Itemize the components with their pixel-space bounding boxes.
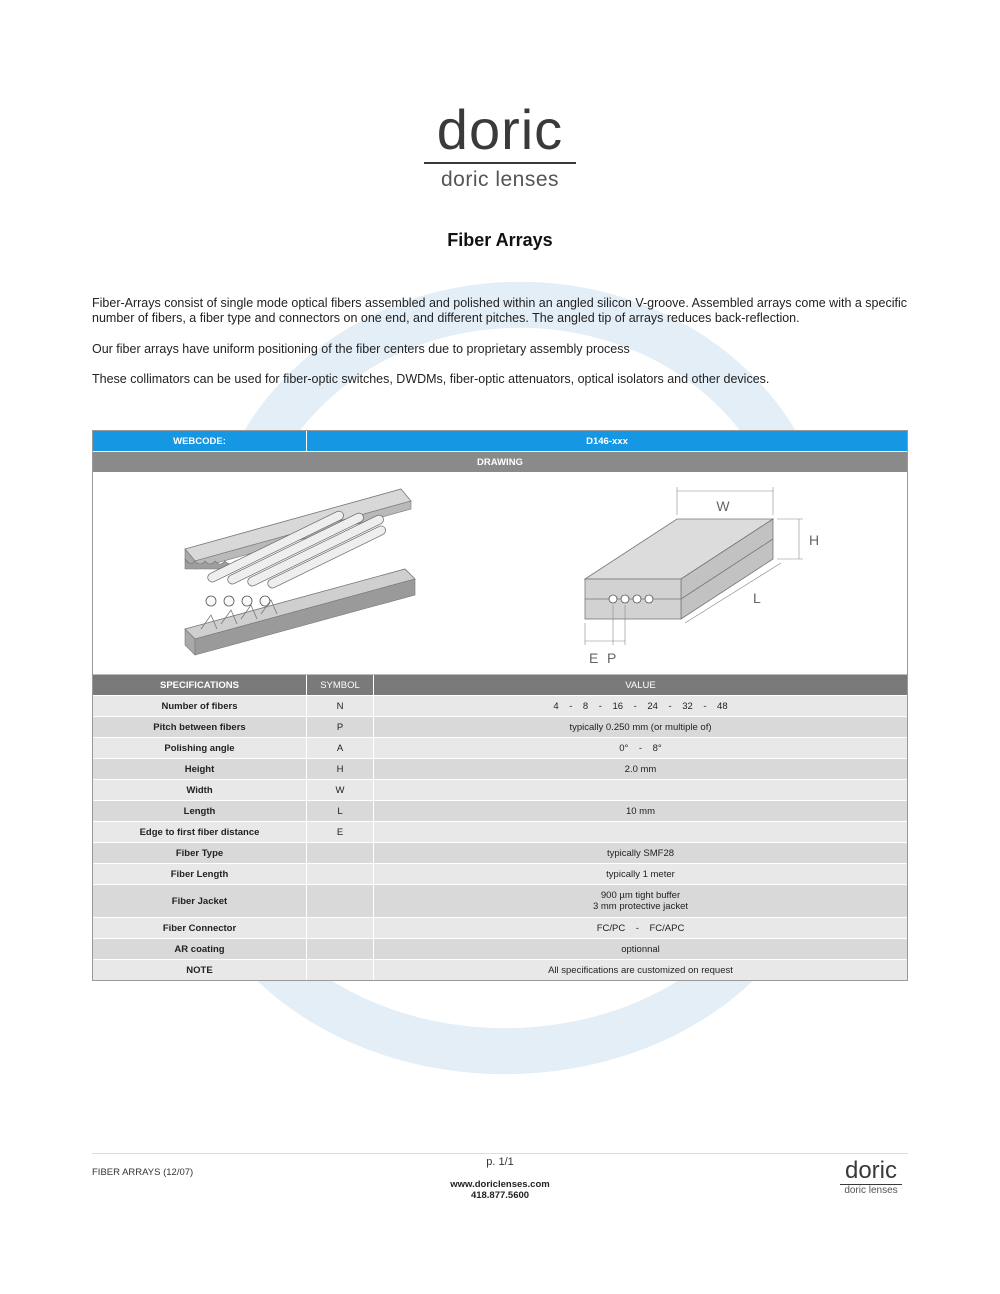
spec-name: Height <box>184 763 215 775</box>
spec-value <box>373 822 907 842</box>
webcode-row <box>93 431 907 452</box>
table-row <box>93 717 907 738</box>
spec-value: 10 mm <box>373 801 907 821</box>
spec-value-line: 900 µm tight buffer <box>600 890 681 901</box>
dim-label-e: E <box>589 650 599 666</box>
spec-name: Fiber Connector <box>162 922 237 934</box>
dimension-drawing <box>573 479 833 669</box>
description-paragraph-1: Fiber-Arrays consist of single mode optical fibers assembled and polished within an angled silicon V-groove. Assembled arrays come with a specific number of fibers, a fiber type and connectors on one end, and different pitches. The angled tip of arrays reduces back-reflection. <box>92 296 907 325</box>
header-symbol: SYMBOL <box>306 675 373 695</box>
table-row <box>93 738 907 759</box>
spec-value: typically 0.250 mm (or multiple of) <box>373 717 907 737</box>
table-row <box>93 780 907 801</box>
header-specifications: SPECIFICATIONS <box>160 679 239 691</box>
dim-label-p: P <box>607 650 617 666</box>
table-row <box>93 759 907 780</box>
spec-name: Polishing angle <box>164 742 235 754</box>
spec-name: Number of fibers <box>161 700 238 712</box>
webcode-value: D146-xxx <box>306 431 907 451</box>
spec-value-line: 3 mm protective jacket <box>592 901 689 912</box>
spec-symbol: N <box>306 696 373 716</box>
spec-name: NOTE <box>186 964 213 976</box>
logo-rule <box>424 162 576 164</box>
header-value: VALUE <box>373 675 907 695</box>
spec-symbol: A <box>306 738 373 758</box>
doric-logo <box>420 100 580 192</box>
spec-name: Edge to first fiber distance <box>139 826 260 838</box>
page-title: Fiber Arrays <box>447 230 553 250</box>
spec-name: Pitch between fibers <box>153 721 246 733</box>
phone-number: 418.877.5600 <box>470 1190 530 1201</box>
logo-wordmark: doric <box>436 98 564 161</box>
table-row <box>93 843 907 864</box>
spec-table <box>92 430 908 981</box>
spec-symbol: P <box>306 717 373 737</box>
table-row <box>93 822 907 843</box>
spec-name: Fiber Length <box>170 868 229 880</box>
table-row <box>93 939 907 960</box>
footer-divider <box>92 1153 908 1154</box>
page-number: p. 1/1 <box>486 1156 514 1168</box>
spec-symbol <box>306 960 373 980</box>
table-row <box>93 960 907 980</box>
dim-label-w: W <box>716 498 730 514</box>
logo-subtitle-small: doric lenses <box>844 1185 898 1196</box>
spec-symbol: H <box>306 759 373 779</box>
table-row <box>93 918 907 939</box>
dim-label-h: H <box>809 532 820 548</box>
webcode-label: WEBCODE: <box>173 435 226 447</box>
spec-value: typically SMF28 <box>373 843 907 863</box>
drawing-label: DRAWING <box>477 456 523 468</box>
spec-symbol: E <box>306 822 373 842</box>
logo-wordmark-small: doric <box>844 1157 898 1184</box>
spec-name: Length <box>183 805 216 817</box>
exploded-array-drawing <box>173 479 423 669</box>
drawing-header-row <box>93 452 907 473</box>
table-row <box>93 885 907 918</box>
spec-value: optionnal <box>373 939 907 959</box>
spec-symbol <box>306 939 373 959</box>
table-row <box>93 696 907 717</box>
doric-logo-small <box>838 1158 904 1196</box>
spec-value <box>373 780 907 800</box>
dim-label-l: L <box>753 590 761 606</box>
spec-symbol <box>306 918 373 938</box>
drawing-area <box>93 473 907 675</box>
spec-symbol <box>306 843 373 863</box>
spec-name: Width <box>186 784 213 796</box>
description-paragraph-2: Our fiber arrays have uniform positioning of the fiber centers due to proprietary assembly process <box>92 342 630 356</box>
spec-value: FC/PC - FC/APC <box>373 918 907 938</box>
spec-value: 4 - 8 - 16 - 24 - 32 - 48 <box>373 696 907 716</box>
logo-subtitle: doric lenses <box>440 168 560 191</box>
table-row <box>93 801 907 822</box>
spec-value: 2.0 mm <box>373 759 907 779</box>
spec-value: 0° - 8° <box>373 738 907 758</box>
spec-name: AR coating <box>174 943 225 955</box>
spec-value: All specifications are customized on request <box>373 960 907 980</box>
document-code: FIBER ARRAYS (12/07) <box>92 1167 194 1178</box>
spec-name: Fiber Jacket <box>171 895 228 907</box>
spec-symbol: L <box>306 801 373 821</box>
spec-value <box>373 885 907 917</box>
spec-header-row <box>93 675 907 696</box>
table-row <box>93 864 907 885</box>
website-link[interactable]: www.doriclenses.com <box>450 1179 550 1190</box>
spec-symbol <box>306 864 373 884</box>
spec-name: Fiber Type <box>175 847 224 859</box>
spec-symbol: W <box>306 780 373 800</box>
spec-symbol <box>306 885 373 917</box>
spec-value: typically 1 meter <box>373 864 907 884</box>
description-paragraph-3: These collimators can be used for fiber-optic switches, DWDMs, fiber-optic attenuators, optical isolators and other devices. <box>92 372 770 386</box>
